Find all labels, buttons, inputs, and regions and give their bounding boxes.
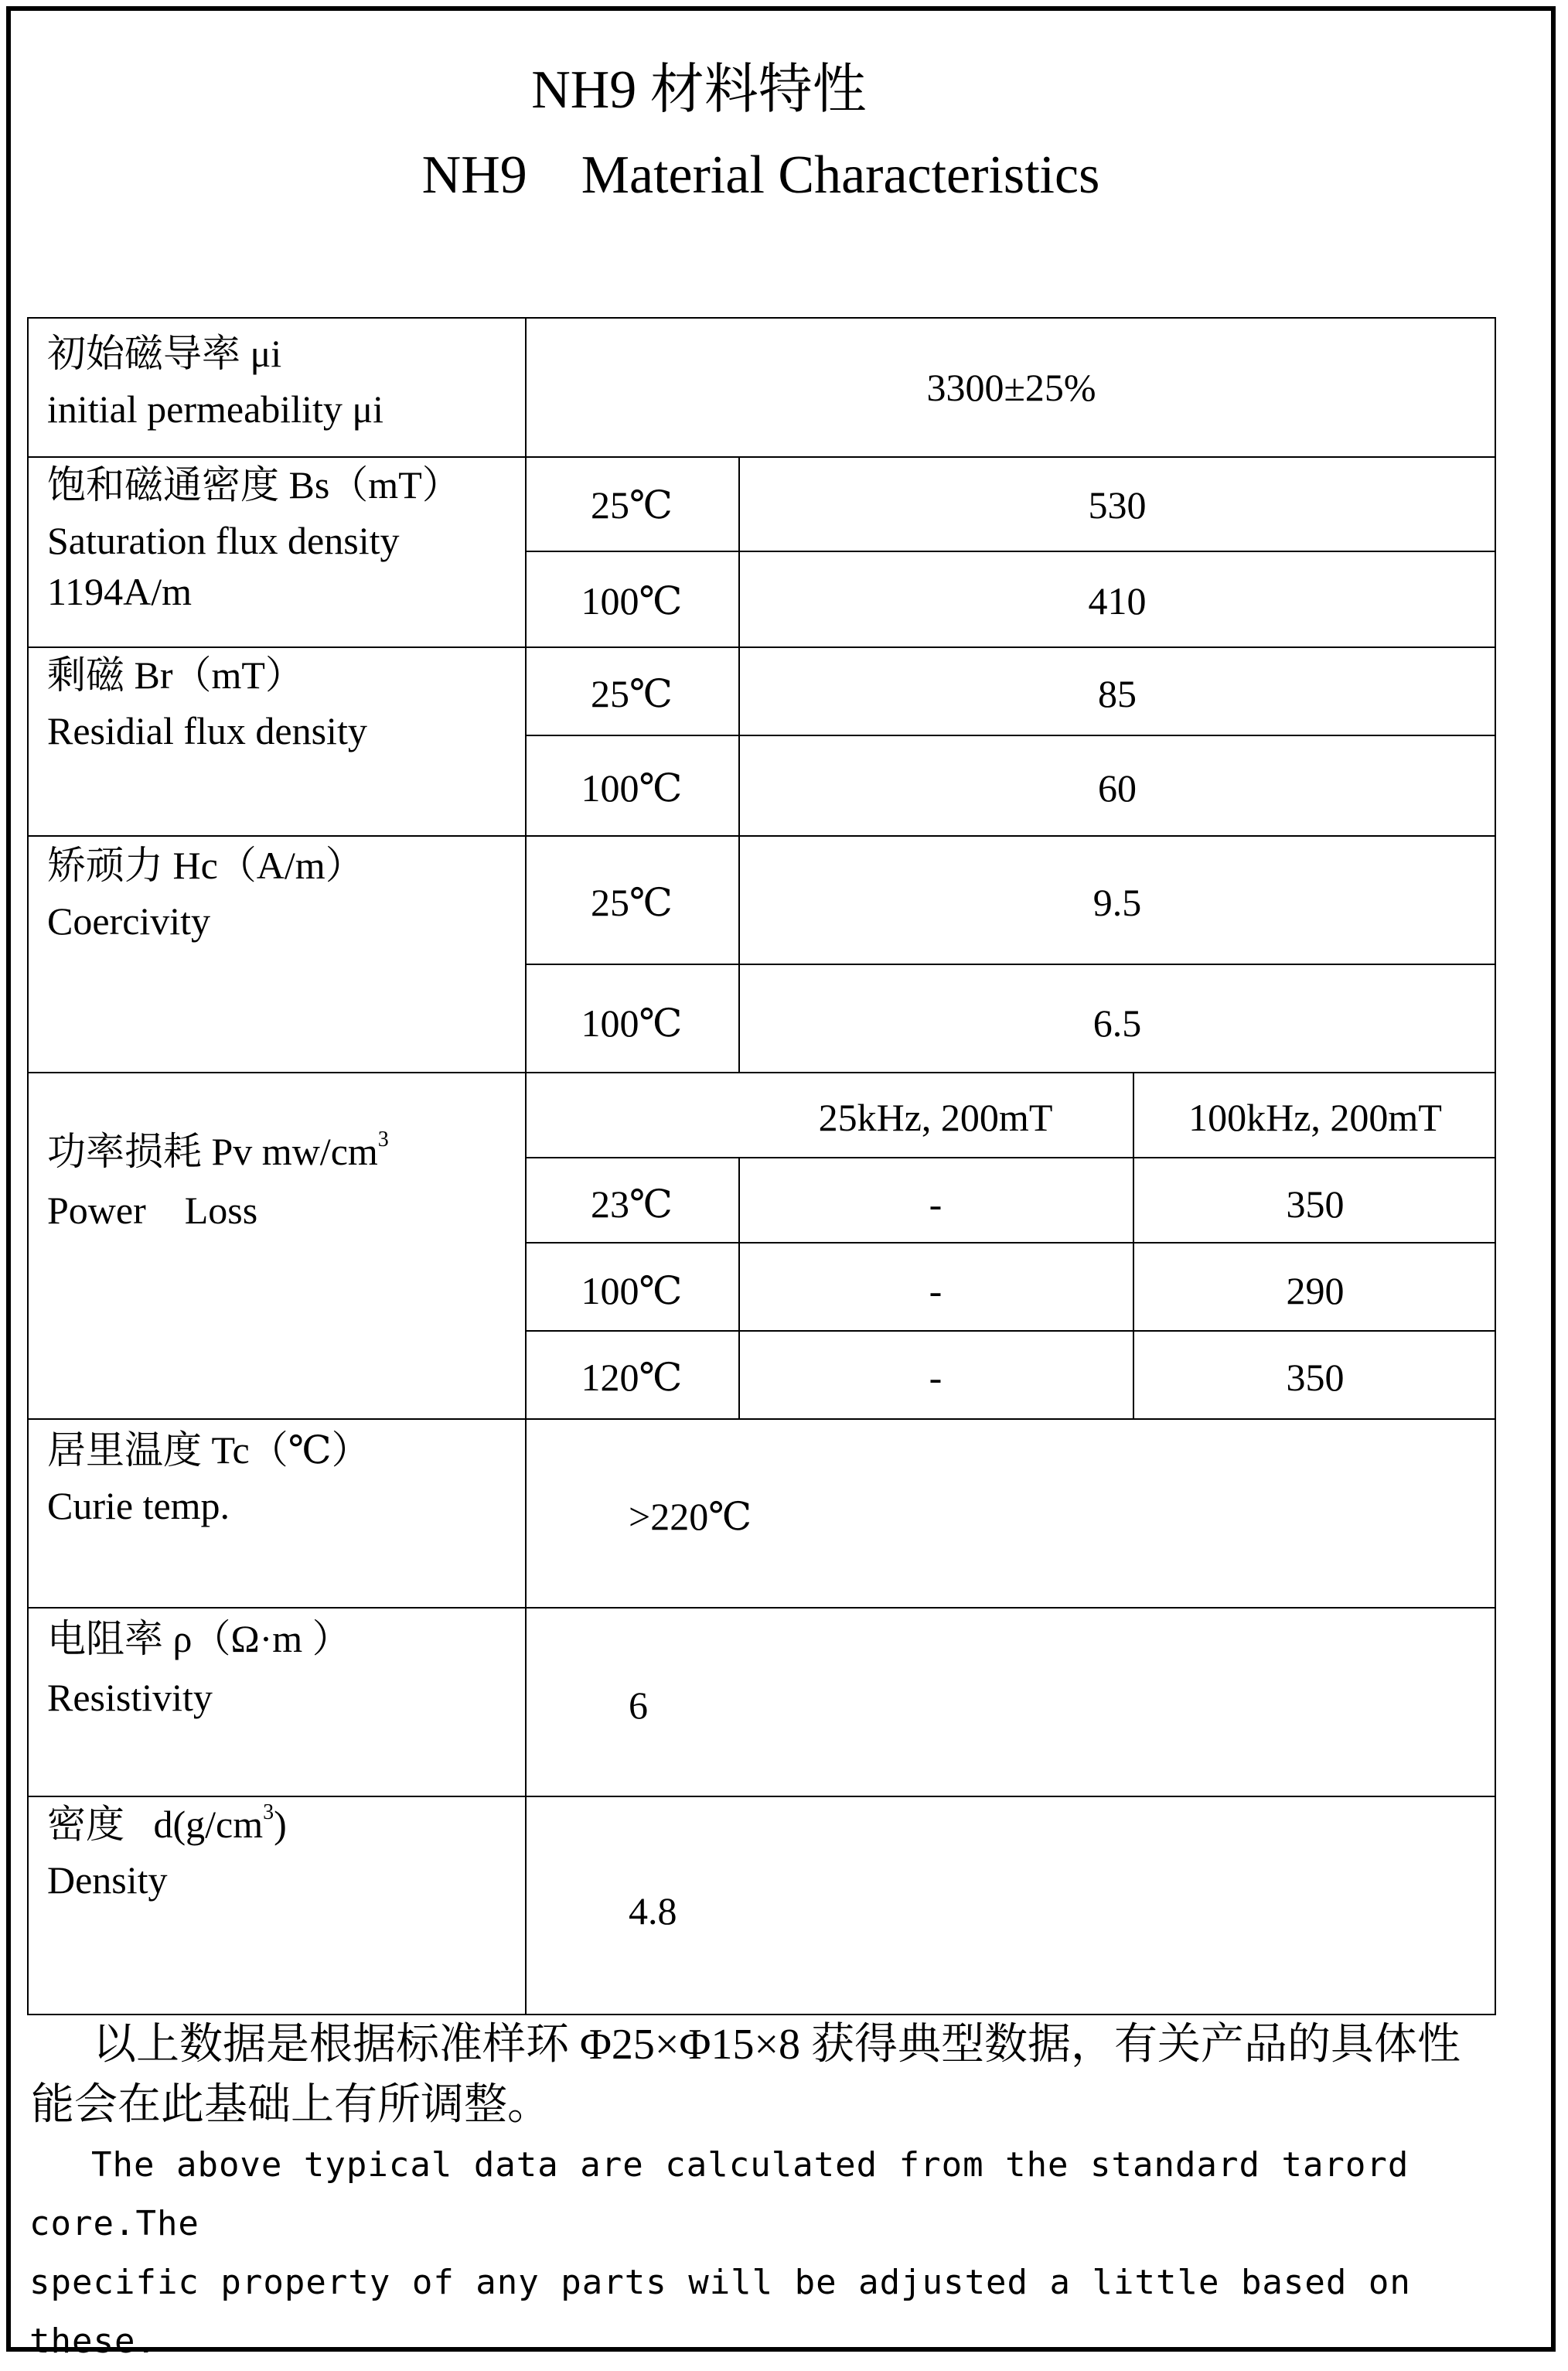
title-text: Material Characteristics: [581, 145, 1100, 205]
resistivity-label-en: Resistivity: [47, 1676, 213, 1719]
section-divider: [27, 1072, 1496, 1073]
power-loss-col1-header: 25kHz, 200mT: [818, 1096, 1053, 1139]
resistivity-label-cn: 电阻率 ρ（Ω·m ）: [47, 1617, 351, 1660]
note-cn-line1: 以上数据是根据标准样环 Φ25×Φ15×8 获得典型数据，有关产品的具体性: [93, 2021, 1461, 2069]
resistivity-value: 6: [629, 1684, 648, 1727]
permeability-label-en: initial permeability μi: [47, 387, 384, 431]
title-code: NH9: [421, 145, 527, 205]
coercivity-value-100: 6.5: [1092, 1001, 1142, 1045]
residual-temp-25: 25℃: [591, 672, 673, 715]
coercivity-temp-25: 25℃: [591, 881, 673, 924]
section-divider: [27, 835, 1496, 837]
title-chinese: NH9 材料特性: [531, 60, 867, 120]
row-divider: [525, 735, 1496, 736]
note-cn-line2: 能会在此基础上有所调整。: [31, 2081, 551, 2129]
power-loss-v2-23: 350: [1286, 1182, 1345, 1226]
power-loss-v1-100: -: [929, 1269, 943, 1312]
saturation-label-condition: 1194A/m: [47, 570, 193, 613]
note-en-line2: specific property of any parts will be adjusted a little based on these.: [29, 2263, 1411, 2361]
saturation-temp-25: 25℃: [591, 483, 673, 527]
table-border-top: [27, 317, 1496, 319]
permeability-value: 3300±25%: [926, 366, 1096, 409]
title-english: [0, 145, 1545, 205]
power-loss-label-en: Power Loss: [47, 1189, 258, 1232]
section-divider: [27, 1607, 1496, 1609]
residual-value-100: 60: [1098, 766, 1137, 810]
permeability-label-cn: 初始磁导率 μi: [47, 332, 282, 375]
row-divider: [525, 1242, 1496, 1243]
power-loss-v2-120: 350: [1286, 1356, 1345, 1399]
density-label-en: Density: [47, 1858, 168, 1902]
table-border-left: [27, 317, 29, 2015]
section-divider: [27, 1796, 1496, 1797]
saturation-value-100: 410: [1088, 579, 1147, 623]
density-superscript: 3: [263, 1800, 274, 1824]
row-divider: [525, 1330, 1496, 1332]
section-divider: [27, 646, 1496, 648]
power-loss-label-text: 功率损耗 Pv mw/cm: [47, 1130, 378, 1173]
coercivity-label-en: Coercivity: [47, 899, 211, 943]
table-border-right: [1495, 317, 1496, 2015]
power-loss-temp-23: 23℃: [591, 1182, 673, 1226]
characteristics-table: [27, 317, 1496, 2015]
coercivity-value-25: 9.5: [1092, 881, 1142, 924]
temp-column-divider: [738, 1157, 740, 1418]
density-value: 4.8: [629, 1889, 677, 1933]
label-column-divider: [525, 317, 527, 2015]
power-loss-temp-120: 120℃: [581, 1356, 683, 1399]
power-loss-v1-23: -: [929, 1182, 943, 1226]
curie-label-cn: 居里温度 Tc（℃）: [47, 1428, 370, 1472]
temp-column-divider: [738, 456, 740, 1072]
coercivity-temp-100: 100℃: [581, 1001, 683, 1045]
saturation-value-25: 530: [1088, 483, 1147, 527]
residual-label-cn: 剩磁 Br（mT）: [47, 653, 304, 697]
curie-label-en: Curie temp.: [47, 1484, 230, 1527]
row-divider: [525, 964, 1496, 965]
section-divider: [27, 456, 1496, 458]
frequency-column-divider: [1133, 1072, 1134, 1418]
power-loss-v1-120: -: [929, 1356, 943, 1399]
row-divider: [525, 1157, 1496, 1158]
note-english: [29, 2136, 1545, 2371]
saturation-label-cn: 饱和磁通密度 Bs（mT）: [47, 463, 461, 507]
density-label-end: ): [274, 1803, 287, 1846]
saturation-temp-100: 100℃: [581, 579, 683, 623]
power-loss-temp-100: 100℃: [581, 1269, 683, 1312]
note-chinese: [31, 2014, 1539, 2135]
density-label-cn: [47, 1800, 287, 1846]
power-loss-label-cn: [47, 1128, 389, 1173]
row-divider: [525, 551, 1496, 552]
density-label-text: 密度 d(g/cm: [47, 1803, 264, 1846]
residual-temp-100: 100℃: [581, 766, 683, 810]
power-loss-col2-header: 100kHz, 200mT: [1188, 1096, 1442, 1139]
power-loss-v2-100: 290: [1286, 1269, 1345, 1312]
residual-label-en: Residial flux density: [47, 709, 367, 752]
section-divider: [27, 1418, 1496, 1420]
power-loss-superscript: 3: [377, 1128, 389, 1151]
note-en-line1: The above typical data are calculated from the standard tarord core.The: [29, 2145, 1409, 2243]
saturation-label-en: Saturation flux density: [47, 519, 400, 562]
residual-value-25: 85: [1098, 672, 1137, 715]
coercivity-label-cn: 矫顽力 Hc（A/m）: [47, 844, 364, 887]
curie-value: >220℃: [629, 1495, 752, 1538]
